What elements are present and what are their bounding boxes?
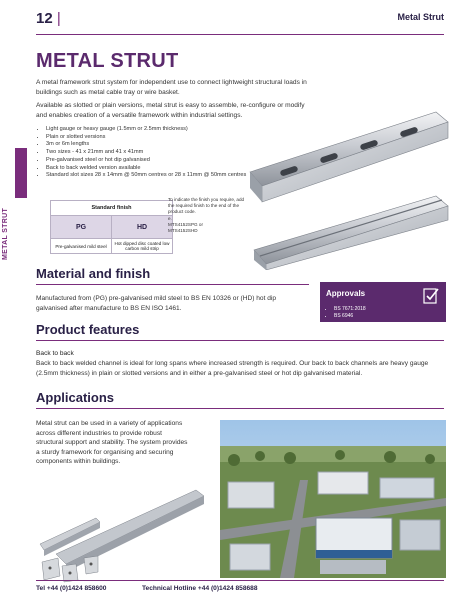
checklist-icon	[422, 286, 440, 304]
feature-item: • Pre-galvanised steel or hot dip galvanised	[46, 157, 296, 165]
approval-item: • BS 7671:2018	[334, 306, 366, 313]
feature-item: • Plain or slotted versions	[46, 134, 296, 142]
section-divider	[36, 340, 444, 341]
finish-table	[50, 200, 173, 254]
back-to-back-subheading: Back to back	[36, 350, 74, 357]
approvals-box	[320, 282, 446, 322]
table-header: Standard finish	[51, 201, 173, 216]
feature-item: • Two sizes - 41 x 21mm and 41 x 41mm	[46, 149, 296, 157]
material-text: Manufactured from (PG) pre-galvanised mild steel to BS EN 10326 or (HD) hot dip galvanised after manufacture to BS EN ISO 1461.	[36, 295, 277, 312]
section-divider	[36, 408, 444, 409]
table-cell: Hot dipped disc coated low carbon mild strip	[112, 239, 173, 254]
footer-hotline: Technical Hotline +44 (0)1424 858688	[142, 585, 258, 592]
intro-paragraph: A metal framework strut system for independent use to connect lightweight structural loads in buildings such as metal cable tray or wire basket.	[36, 79, 307, 96]
feature-item: • Back to back welded version available	[46, 165, 296, 173]
feature-item: • Standard slot sizes 28 x 14mm @ 50mm centres or 28 x 11mm @ 50mm centres	[46, 172, 296, 180]
finish-note-eg: e.	[168, 215, 172, 221]
strut-fittings-image	[36, 484, 206, 584]
applications-text: Metal strut can be used in a variety of applications across different industries to provide robust structural support and stability. The system provides a sturdy framework for organising and securing components within buildings.	[36, 420, 188, 466]
back-to-back-text: Back to back welded channel is ideal for long spans where increased strength is required. Our back to back channels are heavy gauge (2.5mm thickness) in plain or slotted versions and in either a pre-galvanised steel or hot dip galvanised material.	[36, 360, 429, 377]
approval-item: • BS 6946	[334, 313, 366, 320]
product-features-heading: Product features	[36, 322, 140, 337]
feature-item: • Light gauge or heavy gauge (1.5mm or 2.5mm thickness)	[46, 126, 296, 134]
finish-code: MTS4152SHD	[168, 228, 198, 234]
header-divider	[36, 34, 444, 35]
table-cell-hd: HD	[112, 216, 173, 239]
intro-paragraph: Available as slotted or plain versions, metal strut is easy to assemble, re-configure or modify and enables creation of a versatile framework within industrial settings.	[36, 102, 305, 119]
finish-note	[168, 197, 246, 234]
applications-heading: Applications	[36, 390, 115, 405]
page-number: 12 |	[36, 10, 61, 27]
footer-divider	[36, 580, 444, 581]
approvals-list	[326, 306, 366, 320]
footer-tel: Tel +44 (0)1424 858600	[36, 585, 107, 592]
strut-channel-image	[240, 110, 450, 270]
section-divider	[36, 284, 309, 285]
table-cell: Pre-galvanised mild steel	[51, 239, 112, 254]
table-cell-pg: PG	[51, 216, 112, 239]
page-title: METAL STRUT	[36, 50, 179, 72]
approvals-title: Approvals	[326, 289, 366, 298]
finish-note-text: To indicate the finish you require, add the required finish to the end of the product code.	[168, 197, 245, 215]
feature-item: • 3m or 6m lengths	[46, 141, 296, 149]
material-heading: Material and finish	[36, 266, 151, 281]
section-tag: Metal Strut	[397, 12, 444, 22]
finish-code: MTS4152SPG or	[168, 221, 203, 227]
industrial-estate-photo	[220, 420, 446, 578]
side-tab	[15, 148, 27, 198]
side-label: METAL STRUT	[2, 207, 9, 260]
